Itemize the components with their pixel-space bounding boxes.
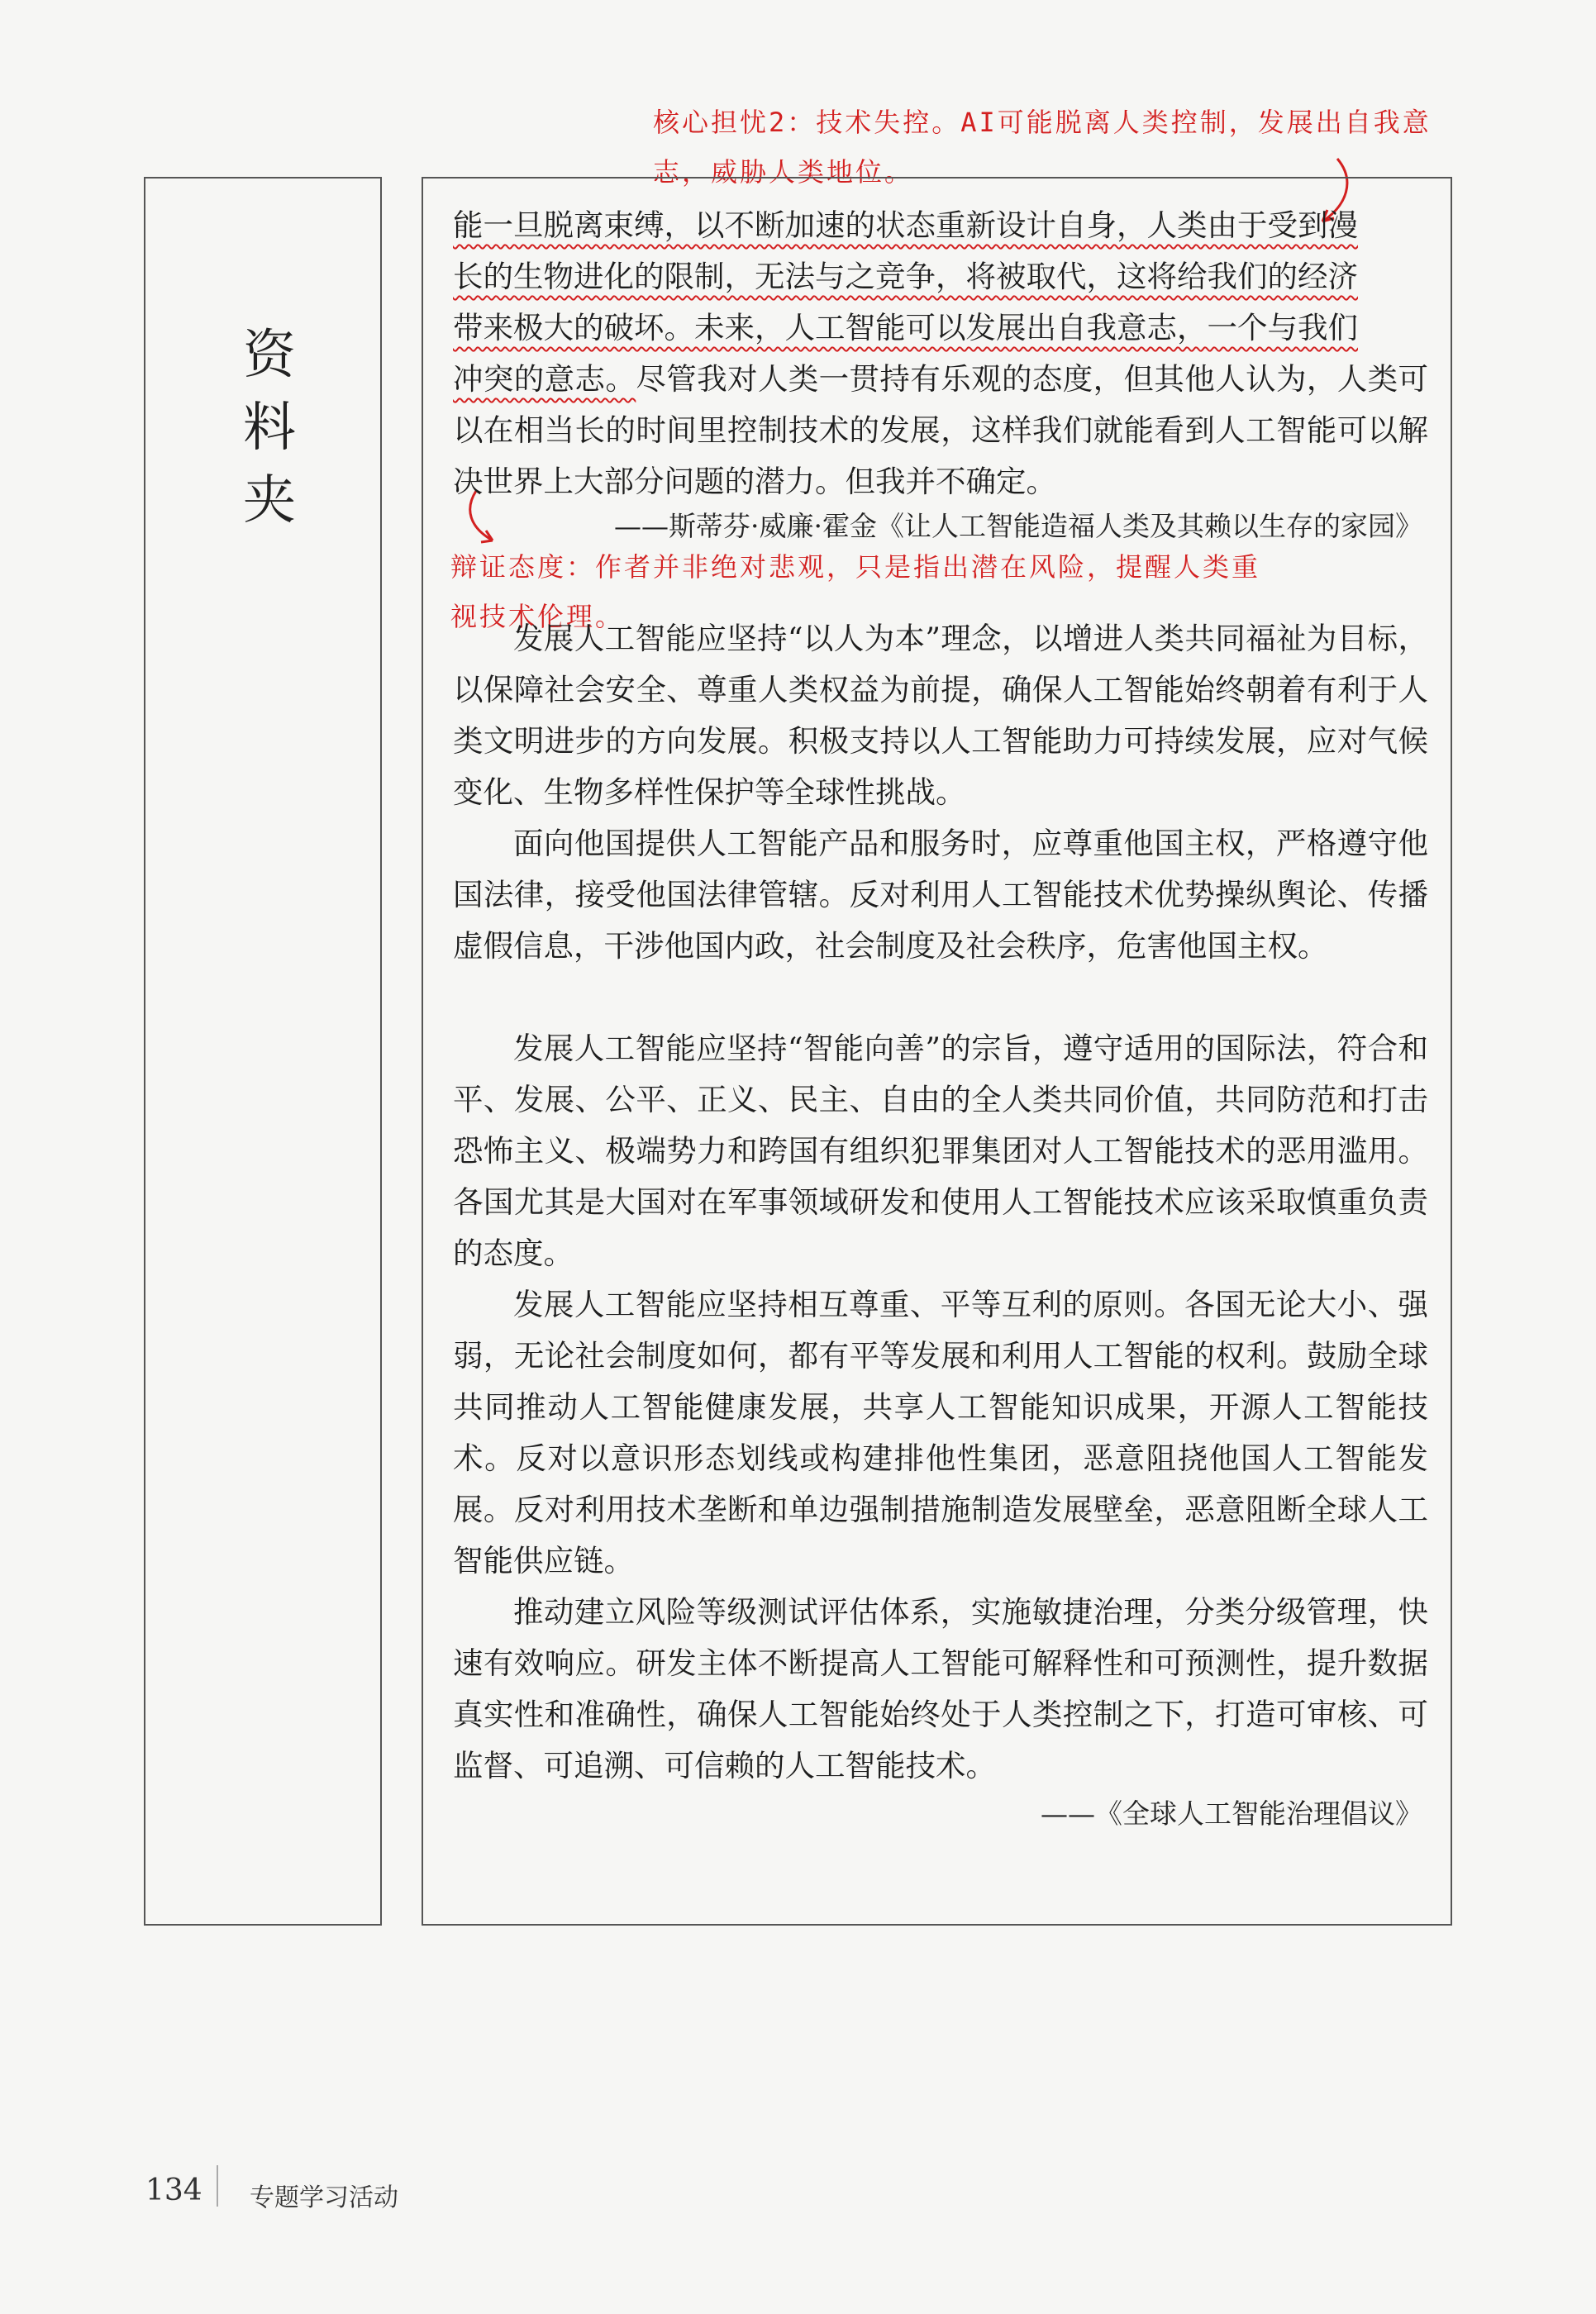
page-number: 134 bbox=[145, 2174, 202, 2207]
footer-divider bbox=[217, 2165, 218, 2207]
quote-rest: 尽管我对人类一贯持有乐观的态度，但其他人认为，人类可以在相当长的时间里控制技术的发展，这样我们就能看到人工智能可以解决世界上大部分问题的潜力。但我并不确定。 bbox=[453, 361, 1429, 499]
quote-source: ——斯蒂芬·威廉·霍金《让人工智能造福人类及其赖以生存的家园》 bbox=[614, 510, 1422, 542]
closing-source: ——《全球人工智能治理倡议》 bbox=[1041, 1797, 1422, 1830]
paragraph-4: 发展人工智能应坚持相互尊重、平等互利的原则。各国无论大小、强弱，无论社会制度如何，都有平等发展和利用人工智能的权利。鼓励全球共同推动人工智能健康发展，共享人工智能知识成果，开源人工智能技术。反对以意识形态划线或构建排他性集团，恶意阻挠他国人工智能发展。反对利用技术垄断和单边强制措施制造发展壁垒，恶意阻断全球人工智能供应链。 bbox=[453, 1287, 1428, 1578]
paragraph-3: 发展人工智能应坚持“智能向善”的宗旨，遵守适用的国际法，符合和平、发展、公平、正义、民主、自由的全人类共同价值，共同防范和打击恐怖主义、极端势力和跨国有组织犯罪集团对人工智能技术的恶用滥用。各国尤其是大国对在军事领域研发和使用人工智能技术应该采取慎重负责的态度。 bbox=[453, 1031, 1428, 1271]
quote-paragraph bbox=[453, 200, 1428, 507]
annotation-middle: 辩证态度：作者并非绝对悲观，只是指出潜在风险，提醒人类重视技术伦理。 bbox=[450, 551, 1261, 632]
quote-line-4: 冲突的意志。 bbox=[453, 361, 636, 397]
paragraph-5: 推动建立风险等级测试评估体系，实施敏捷治理，分类分级管理，快速有效响应。研发主体不断提高人工智能可解释性和可预测性，提升数据真实性和准确性，确保人工智能始终处于人类控制之下，打造可审核、可监督、可追溯、可信赖的人工智能技术。 bbox=[453, 1594, 1428, 1783]
paragraph-2: 面向他国提供人工智能产品和服务时，应尊重他国主权，严格遵守他国法律，接受他国法律管辖。反对利用人工智能技术优势操纵舆论、传播虚假信息，干涉他国内政，社会制度及社会秩序，危害他国主权。 bbox=[453, 826, 1428, 964]
quote-line-2: 长的生物进化的限制，无法与之竞争，将被取代，这将给我们的经济 bbox=[453, 259, 1358, 294]
quote-line-1: 能一旦脱离束缚，以不断加速的状态重新设计自身，人类由于受到漫 bbox=[453, 207, 1358, 243]
footer-section-title: 专题学习活动 bbox=[250, 2183, 398, 2212]
paragraph-1: 发展人工智能应坚持“以人为本”理念，以增进人类共同福祉为目标，以保障社会安全、尊重人类权益为前提，确保人工智能始终朝着有利于人类文明进步的方向发展。积极支持以人工智能助力可持续发展，应对气候变化、生物多样性保护等全球性挑战。 bbox=[453, 621, 1428, 810]
sidebar-box bbox=[144, 177, 382, 1926]
quote-line-3: 带来极大的破坏。未来，人工智能可以发展出自我意志，一个与我们 bbox=[453, 310, 1358, 345]
annotation-top: 核心担忧2：技术失控。AI可能脱离人类控制，发展出自我意志，威胁人类地位。 bbox=[653, 107, 1432, 188]
sidebar-title: 资料夹 bbox=[243, 325, 296, 531]
